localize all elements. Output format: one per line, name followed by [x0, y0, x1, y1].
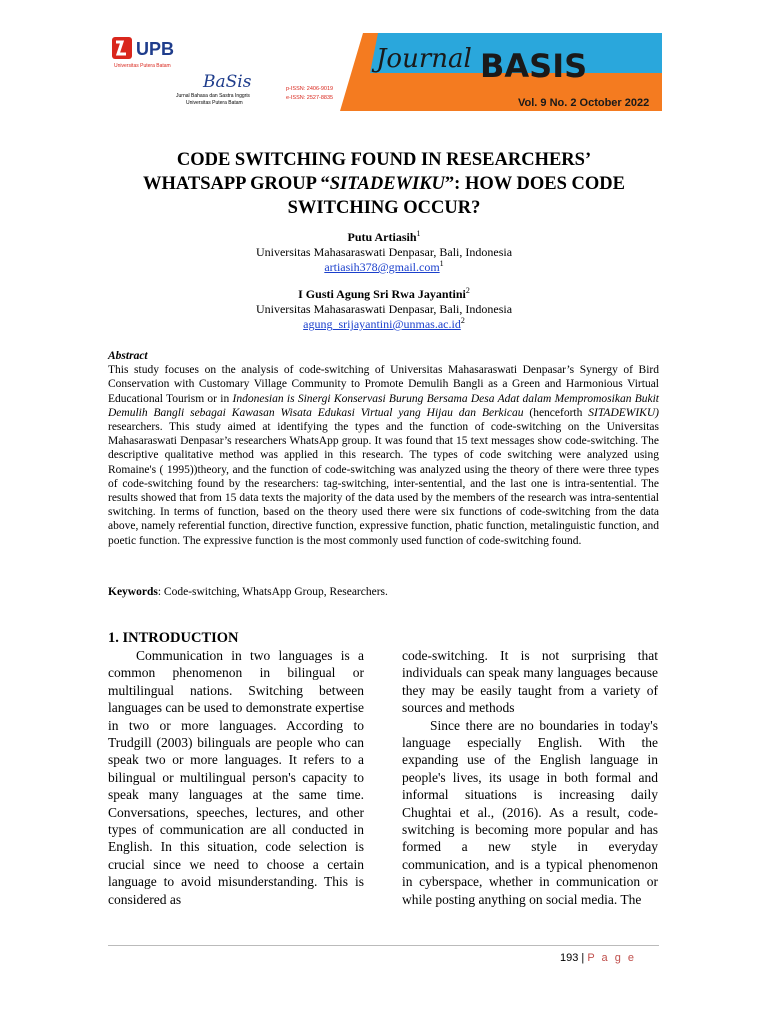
author-affiliation: Universitas Mahasaraswati Denpasar, Bali, Indonesia: [255, 302, 513, 316]
paragraph: Communication in two languages is a common phenomenon in bilingual or multilingual nations. Switching between languages can be used to demonstrate expertise in two or more languages. According to Trudgill (2003) bilinguals are people who can speak two or more languages. It refers to a bilingual or multilingual person's capacity to speak many languages at the same time. Conversations, speeches, lectures, and other types of communication are all conducted in English. In this situation, code selection is crucial since we need to choose a certain language to avoid misunderstanding. This is considered as: [108, 648, 364, 907]
section-heading: 1. INTRODUCTION: [108, 630, 239, 646]
title-line-3: SWITCHING OCCUR?: [287, 198, 481, 218]
pissn-text: p-ISSN: 2406-9019: [286, 86, 334, 92]
journal-word: Journal: [376, 44, 472, 74]
paragraph: Since there are no boundaries in today's language especially English. With the expanding use of the English language in people's lives, its usage in both formal and informal situations is increasing daily Chughtai et al., (2016). As a result, code-switching is becoming more popular and has formed a new style in everyday communication, and is a typical phenomenon in cyberspace, whether in communication or while posting anything on social media. The: [402, 717, 658, 907]
author-block-2: I Gusti Agung Sri Rwa Jayantini$^2$ Universitas Mahasaraswati Denpasar, Bali, Indonesia $agung\_srijayantini@unmas.ac.id^2$: [100, 287, 668, 332]
basis-sub2: Universitas Putera Batam: [186, 100, 243, 106]
upb-logo: [112, 37, 174, 69]
paper-title: [60, 148, 708, 220]
author-affiliation: Universitas Mahasaraswati Denpasar, Bali, Indonesia: [255, 245, 513, 259]
body-column-right: [402, 647, 658, 908]
upb-full-text: Universitas Putera Batam: [114, 63, 171, 69]
page-word: P a g e: [587, 952, 637, 964]
abstract: Abstract This study focuses on the analysis of code-switching of Universitas Mahasaraswati Denpasar’s Synergy of Bird Conservation with Customary Village Community to Promote Demulih Bangli as a Green and Harmonious Virtual Educational Tourism or in Indonesian is Sinergi Konservasi Burung Bersama Desa Adat dalam Mempromosikan Bukit Demulih Bangli sebagai Kawasan Wisata Edukasi Virtual yang Hijau dan Berkicau (henceforth SITADEWIKU) researchers. This study aimed at identifying the types and the function of code-switching on the Universitas Mahasaraswati Denpasar’s researchers WhatsApp group. It was found that 15 text messages show code-switching. The descriptive qualitative method was applied in this research. The types of code switching were analyzed using Romaine's ( 1995))theory, and the function of code-switching was analyzed using the theory of there were three types of code-switching found by the researchers: tag-switching, inter-sentential, and the last one is intra-sentential. The results showed that from 15 data texts the majority of the data used by the members of the research was intra-sentential switching. In terms of function, based on the theory used there were six functions of code-switching from the data above, namely referential function, directive function, expressive function, phatic function, metalinguistic function, and poetic function. The expressive function is the most commonly used function of code-switching found.: [108, 350, 659, 547]
journal-name: BASIS: [480, 47, 588, 85]
upb-text: UPB: [136, 39, 175, 59]
volume-text: Vol. 9 No. 2 October 2022: [518, 97, 650, 109]
author-name: I Gusti Agung Sri Rwa Jayantini$^2$: [298, 286, 470, 301]
abstract-label: Abstract: [108, 350, 148, 362]
keywords: Keywords: Code-switching, WhatsApp Group, Researchers.: [108, 586, 388, 598]
author-block-1: Putu Artiasih$^1$ Universitas Mahasaraswati Denpasar, Bali, Indonesia artiasih378@gmail.com$^1$: [100, 230, 668, 275]
title-line-2: WHATSAPP GROUP “SITADEWIKU”: HOW DOES CODE: [143, 174, 625, 194]
journal-banner: [108, 33, 662, 111]
eissn-text: e-ISSN: 2527-8835: [286, 95, 334, 101]
basis-logo-text: BaSis: [203, 72, 252, 92]
paragraph: code-switching. It is not surprising that individuals can speak many languages because they may be easily taught from a variety of sources and methods: [402, 648, 658, 716]
page-number: 193: [560, 952, 579, 964]
author-name: Putu Artiasih$^1$: [347, 229, 421, 244]
footer-rule: [108, 945, 659, 946]
title-italic: SITADEWIKU: [329, 174, 445, 194]
body-column-left: [108, 647, 364, 908]
page-footer: 193 | P a g e: [560, 952, 637, 964]
title-line-1: CODE SWITCHING FOUND IN RESEARCHERS’: [176, 150, 592, 170]
basis-sub1: Jurnal Bahasa dan Sastra Inggris: [176, 93, 250, 99]
author-email-link[interactable]: artiasih378@gmail.com: [324, 260, 440, 274]
author-email-link[interactable]: agung_srijayantini@unmas.ac.id: [303, 317, 461, 331]
